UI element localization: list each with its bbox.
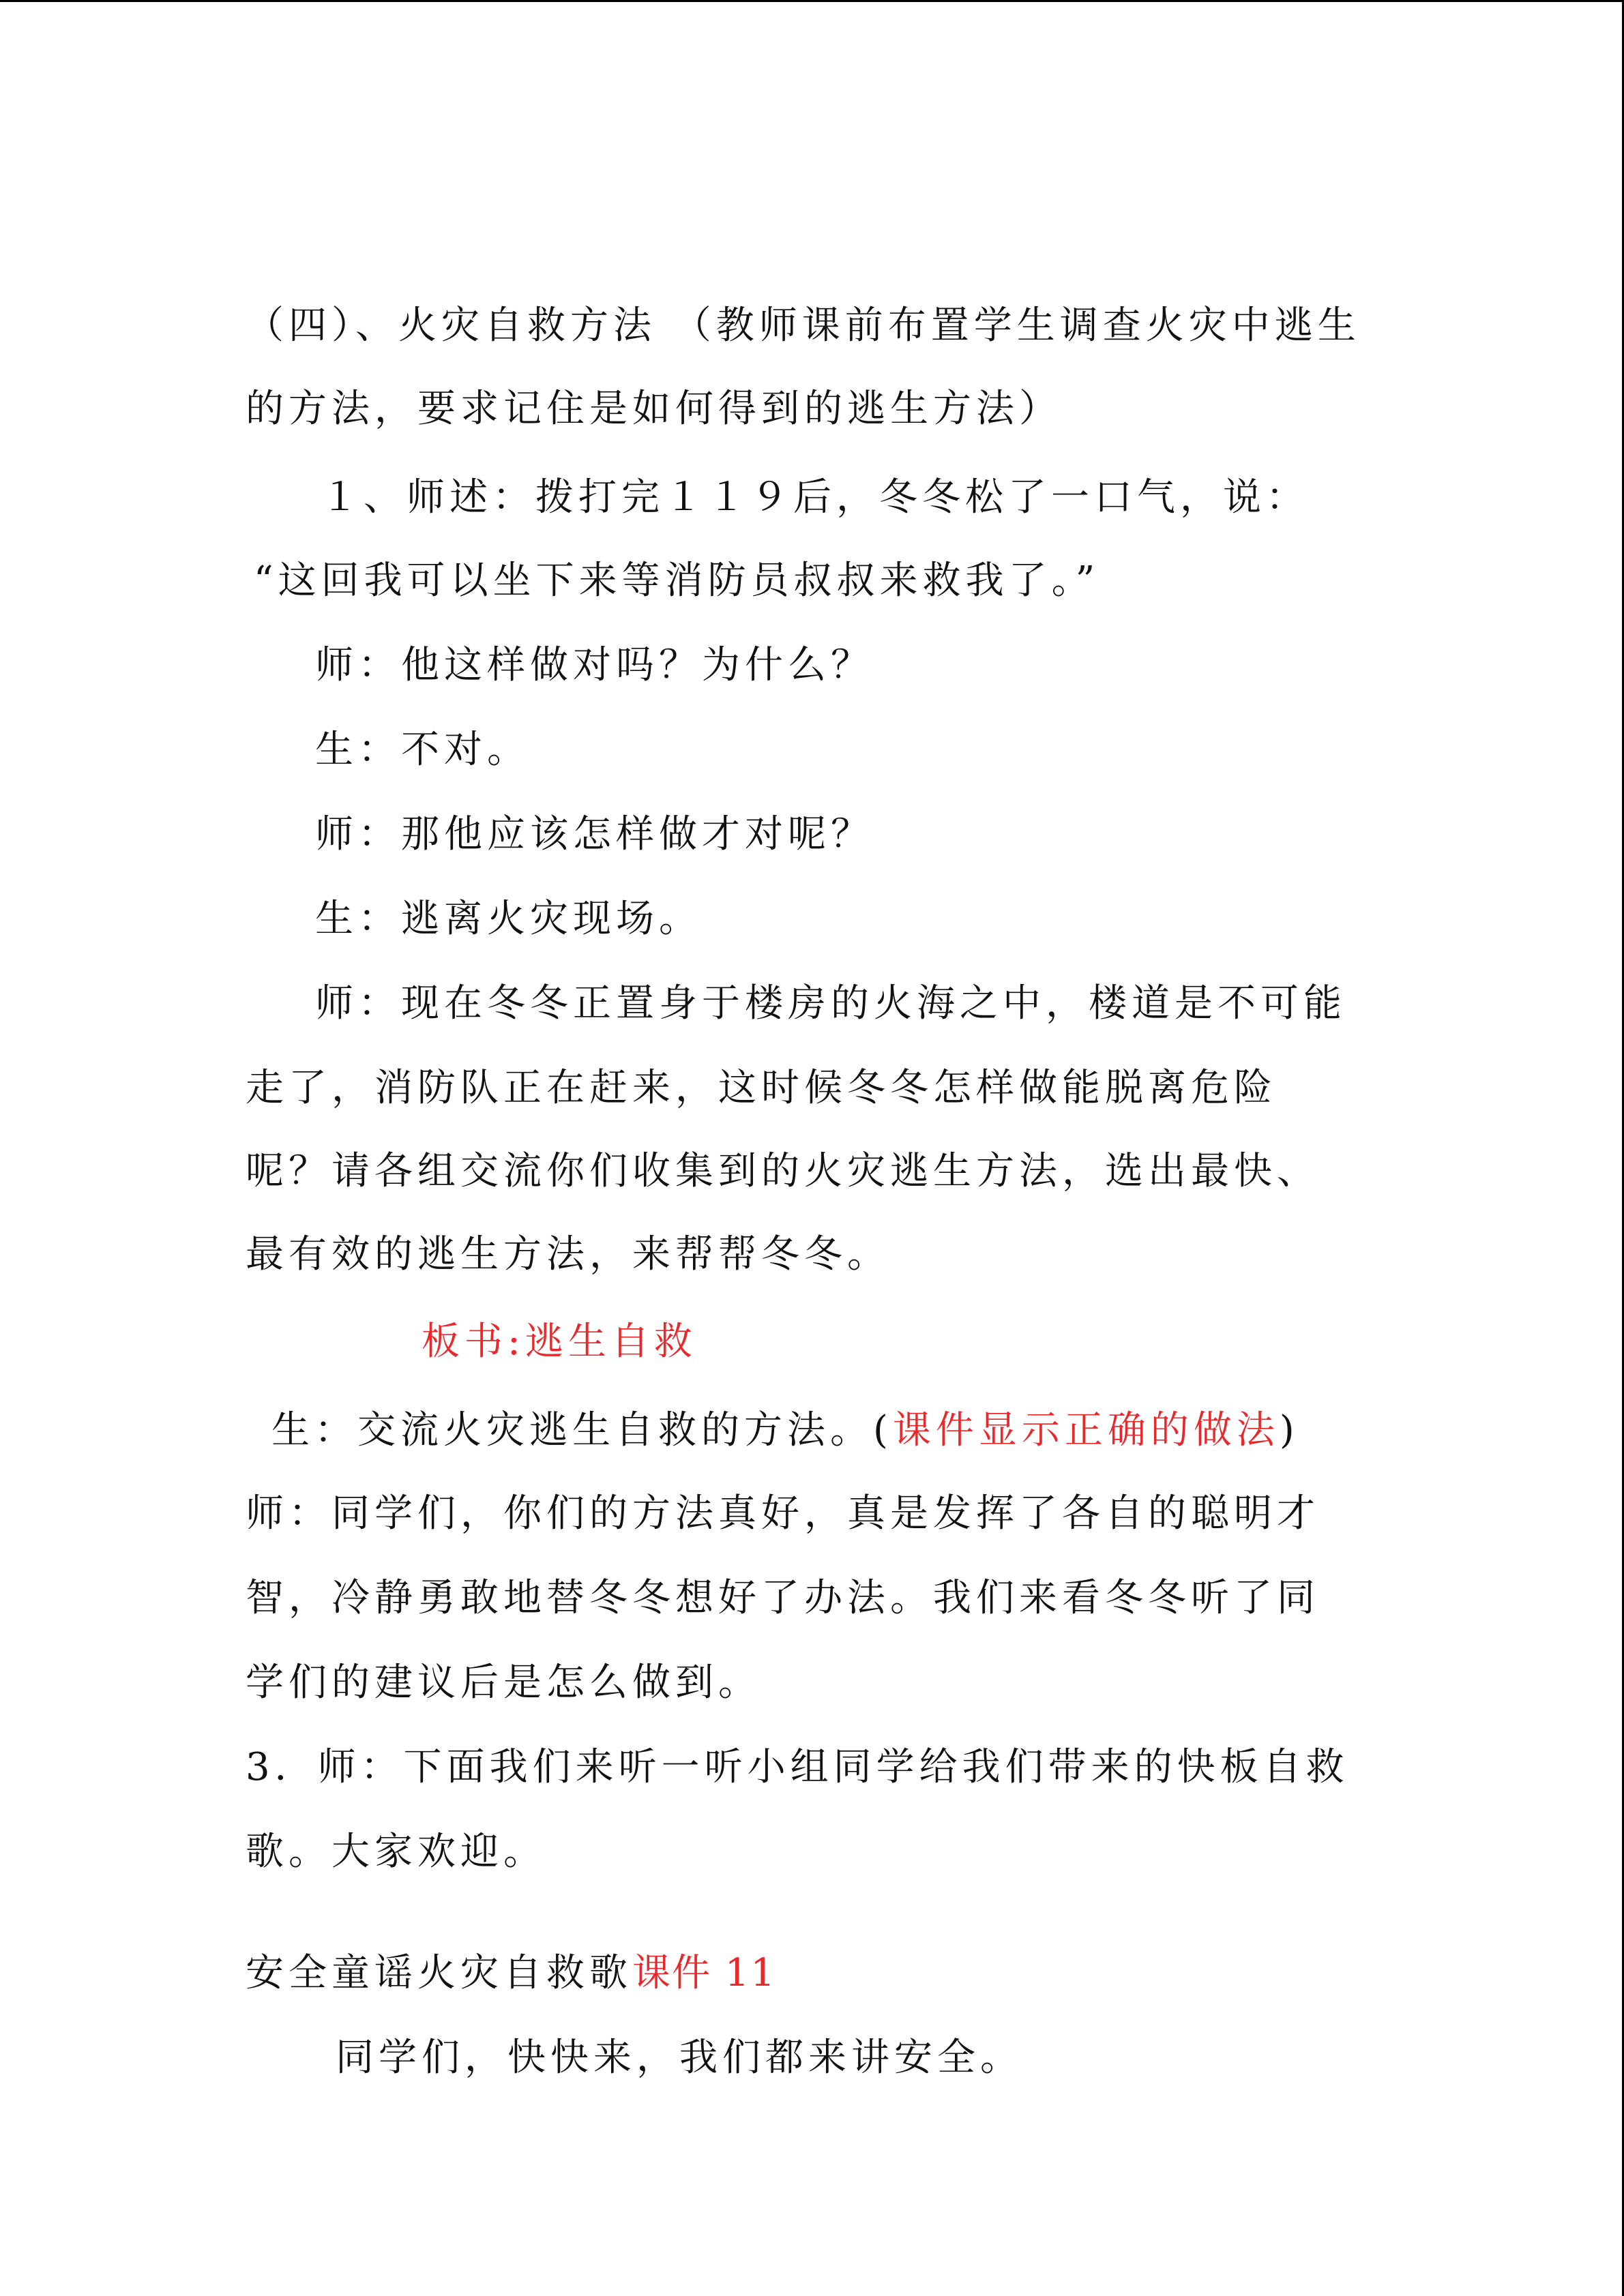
paragraph-line: 歌。大家欢迎。 [246, 1830, 546, 1874]
dialogue-line: 生：不对。 [315, 728, 530, 772]
paragraph-line: 的方法，要求记住是如何得到的逃生方法） [246, 387, 1062, 431]
paragraph-line: “这回我可以坐下来等消防员叔叔来救我了。” [254, 558, 1100, 603]
paragraph-line: １、师述：拨打完１１９后，冬冬松了一口气，说： [321, 475, 1309, 520]
board-note: 板书:逃生自救 [422, 1320, 697, 1364]
courseware-note: 课件显示正确的做法 [892, 1408, 1280, 1452]
page-border-top [0, 0, 1624, 2]
dialogue-line: 生：逃离火灾现场。 [315, 897, 702, 941]
paragraph-line: 智，冷静勇敢地替冬冬想好了办法。我们来看冬冬听了同 [246, 1576, 1320, 1620]
courseware-number: 课件 11 [632, 1951, 777, 1995]
dialogue-line [271, 1408, 1299, 1452]
paragraph-line: 学们的建议后是怎么做到。 [246, 1660, 761, 1705]
song-title: 安全童谣火灾自救歌 [246, 1951, 632, 1995]
numbered-line: 3．师：下面我们来听一听小组同学给我们带来的快板自救 [246, 1745, 1349, 1789]
paragraph-line: 走了，消防队正在赶来，这时候冬冬怎样做能脱离危险 [246, 1066, 1277, 1110]
closing-paren: ) [1279, 1408, 1299, 1452]
dialogue-line: 师：那他应该怎样做才对呢？ [315, 812, 874, 856]
dialogue-line: 师：现在冬冬正置身于楼房的火海之中，楼道是不可能 [315, 981, 1346, 1026]
song-title-line [246, 1951, 777, 1995]
student-exchange-text: 生：交流火灾逃生自救的方法。( [271, 1408, 893, 1452]
dialogue-line: 师：他这样做对吗？为什么？ [315, 643, 874, 687]
song-lyric-line: 同学们，快快来，我们都来讲安全。 [336, 2036, 1023, 2080]
paragraph-line: 呢？请各组交流你们收集到的火灾逃生方法，选出最快、 [246, 1149, 1320, 1193]
section-heading: （四）、火灾自救方法 （教师课前布置学生调查火灾中逃生 [246, 303, 1361, 348]
paragraph-line: 最有效的逃生方法，来帮帮冬冬。 [246, 1232, 890, 1277]
dialogue-line: 师：同学们，你们的方法真好，真是发挥了各自的聪明才 [246, 1491, 1320, 1536]
